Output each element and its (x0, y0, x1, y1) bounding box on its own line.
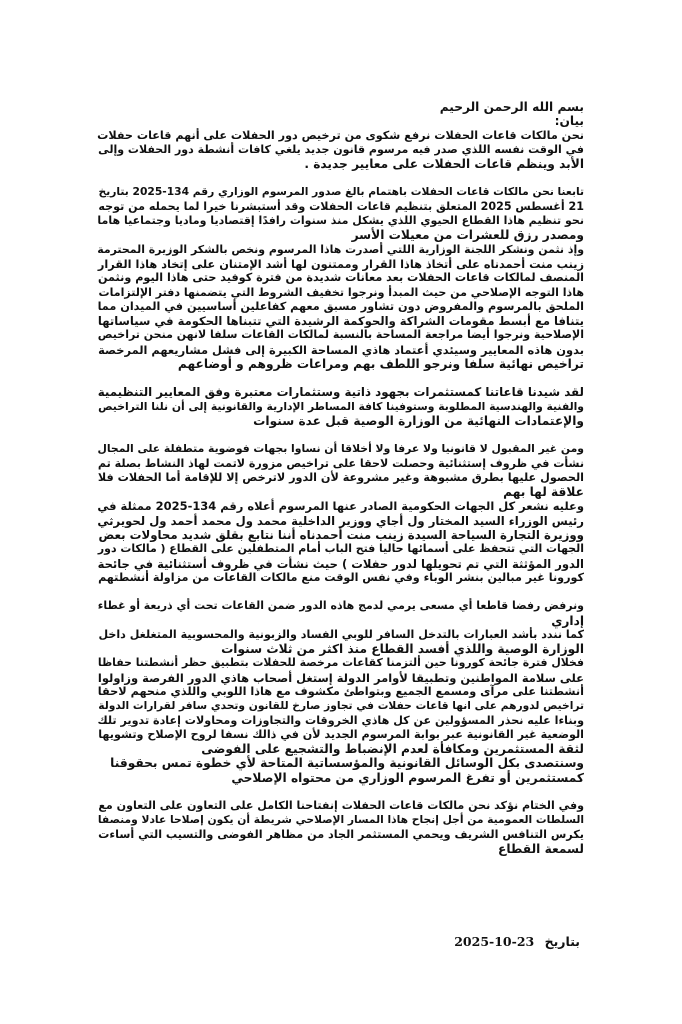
text-line: الأبد وينظم قاعات الحفلات على معايير جديدة . (304, 157, 584, 172)
paragraph-decree (98, 185, 584, 371)
text-line: يكرس التنافس الشريف ويحمي المستثمر الجاد من مظاهر الفوضى والتسيب التي أساءت (98, 827, 584, 841)
paragraph-investment (98, 385, 584, 428)
text-line: نشأت في ظروف إستثنائية وحصلت لاحقا على تراخيص مزورة لاتمت لهاذ النشاط بصلة تم (97, 456, 584, 470)
text-line: يتنافا مع أبسط مقومات الشراكة والحوكمة الرشيدة التي تتبناها الحكومة في سياساتها (97, 314, 584, 329)
text-line: فخلال فترة جائحة كورونا حين ألتزمنا كقاعات مرخصة للحفلات بتطبيق حظر أنشطتنا حفاظا (97, 656, 584, 670)
text-line: لسمعة القطاع (498, 841, 584, 856)
text-line: وبناءا عليه نحذر المسؤولين عن كل هاذي الخروقات والتجاوزات ومحاولات إعادة تدوير تلك (97, 713, 584, 727)
document-date (454, 934, 580, 949)
text-line: وإذ نثمن ونشكر اللجنة الوزارية اللتي أصدرت هاذا المرسوم ونخص بالشكر الوزيرة المحترمة (97, 242, 584, 256)
text-line: إداري (551, 613, 584, 628)
text-line: الحصول عليها بطرق مشبوهة وغير مشروعة لأن الدور لاترخص إلا للإقامة أما الحفلات فلا (97, 470, 584, 484)
text-line: لثقة المستثمرين ومكافأة لعدم الإنضباط والتشجيع على الفوضى (201, 742, 584, 757)
text-line: أنشطتنا على مرآى ومسمع الجميع وبتواطئ مكشوف مع هاذا اللوبي واللذي منحهم لاحقا (97, 684, 584, 698)
text-line: ومصدر رزق للعشرات من معيلات الأسر (351, 228, 584, 243)
text-line: الدور المؤثثة التي تم تحويلها لدور حفلات ) حيث نشأت في ظروف أستثنائية في جائحة (97, 556, 584, 571)
text-line: تراخيص نهائية سلفا ونرجو اللطف بهم ومراعات ظروهم و أوضاعهم (177, 357, 584, 372)
text-line: ومن غير المقبول لا قانونيا ولا عرفا ولا أخلاقا أن نساوا بجهات فوضوية متطفلة على المجال (97, 442, 584, 456)
text-line: والفنية والهندسية المطلوبة وستوفينا كافة المساطر الإدارية والقانونية إلى أن نلنا التراخيص (98, 399, 584, 413)
text-line: تابعنا نحن مالكات قاعات الحفلات باهتمام بالغ صدور المرسوم الوزاري رقم 134-2025 بتاريخ (98, 185, 584, 199)
paragraph-objection (98, 442, 584, 585)
text-line: ووزيرة التجارة السياحة السيدة زينب منت أحمدناه أننا نتابع بقلق شديد محاولات بعض (98, 528, 584, 543)
text-line: رئيس الوزراء السيد المختار ول أجاي ووزير الداخلية محمد ول محمد أحمد ول لحويرثي (97, 513, 584, 528)
text-line: الجهات التي تتحفظ على أسمائها حاليا فتح الباب أمام المتطفلين على القطاع ( مالكات دور (97, 542, 584, 556)
basmala-heading: بسم الله الرحمن الرحيم (439, 100, 584, 114)
text-line: لقد شيدنا قاعاتنا كمستثمرات بجهود ذاتية وستثمارات معتبرة وفق المعايير التنظيمية (97, 385, 584, 400)
statement-document (98, 100, 584, 856)
text-line: والإعتمادات النهائية من الوزارة الوصية قبل عدة سنوات (253, 413, 584, 428)
date-label: بتاريخ (544, 934, 580, 949)
paragraph-rejection (98, 599, 584, 785)
text-line: وعليه نشعر كل الجهات الحكومية الصادر عنها المرسوم أعلاه رقم 134-2025 ممثلة في (97, 499, 584, 514)
text-line: الوزارة الوصية واللذي أفسد القطاع منذ اكثر من ثلاث سنوات (221, 642, 584, 657)
text-line: هاذا التوجه الإصلاحي من حيث المبدأ ونرجوا تخفيف الشروط التي يتضمنها دفتر الإلتزامات (98, 285, 584, 299)
text-line: كمستثمرين أو تفرغ المرسوم الوزاري من محتواه الإصلاحي (231, 770, 584, 785)
text-line: على سلامة المواطنين وتطبيقا لأوامر الدولة إستغل أصحاب هاذي الدور الفرصة وزاولوا (97, 670, 584, 685)
text-line: نحن مالكات قاعات الحفلات نرفع شكوى من ترخيص دور الحفلات على أنهم قاعات حفلات (97, 128, 584, 142)
paragraph-intro (98, 129, 584, 172)
text-line: الإصلاحية ونرجوا أيضا مراجعة المساحة بالنسبة لمالكات القاعات سلفا لانهن منحن تراخيص (97, 328, 584, 342)
paragraph-conclusion (98, 799, 584, 856)
text-line: علاقة لها بهم (503, 485, 584, 500)
text-line: كورونا غير مبالين بنشر الوباء وفي نفس الوقت منع مالكات القاعات من مزاولة أنشطتهم (98, 570, 584, 584)
text-line: وسنتصدى بكل الوسائل القانونية والمؤسساتية المتاحة لأي خطوة تمس بحقوقنا (110, 756, 584, 771)
text-line: السلطات العمومية من أجل إنجاح هاذا المسار الإصلاحي شريطة أن يكون إصلاحا عادلا ومنصفا (97, 813, 584, 827)
text-line: كما نندد بأشد العبارات بالتدخل السافر للوبي الفساد والزبونية والمحسوبية المتغلغل داخل (98, 627, 584, 641)
statement-label: بيان: (554, 114, 584, 129)
text-line: نحو تنظيم هاذا القطاع الحيوي اللذي يشكل منذ سنوات رافدًا إقتصاديا وماديا وجتماعيا هاما (97, 214, 584, 228)
text-line: الوضعية غير القانونية عبر بوابة المرسوم الجديد لأن في ذالك نسفا لروح الإصلاح وتشويها (98, 727, 584, 741)
text-line: المنصف لمالكات قاعات الحفلات بعد معانات شديدة من فترة كوفيد حتى هاذا اليوم ونثمن (97, 271, 584, 285)
text-line: ونرفض رفضا قاطعا أي مسعى يرمي لدمج هاذه الدور ضمن القاعات تحت أي ذريعة أو غطاء (97, 599, 584, 613)
text-line: وفي الختام نؤكد نحن مالكات قاعات الحفلات إنفتاحنا الكامل على التعاون على التعاون مع (98, 799, 584, 813)
date-value: 23-10-2025 (454, 934, 535, 949)
text-line: زينب منت أحمدناه على أتخاذ هاذا القرار وممتنون لها أشد الإمتنان على إتخاد هاذا القرار (97, 256, 584, 271)
text-line: تراخيص لدورهم على انها قاعات حفلات في تجاوز صارخ للقانون وتحدي سافر لقرارات الدولة (98, 699, 584, 713)
text-line: بدون هاذه المعايير وسيئدي أعتماد هاذي المساحة الكبيرة إلى فشل مشاريعهم المرخصة (98, 342, 584, 357)
text-line: 21 أغسطس 2025 المتعلق بتنظيم قاعات الحفلات وقد أستبشرنا خيرا لما يحمله من توجه (98, 199, 584, 213)
text-line: في الوقت نفسه اللذي صدر فيه مرسوم قانون جديد يلغي كافات أنشطة دور الحفلات وإلى (98, 142, 584, 156)
text-line: الملحق بالمرسوم والمفروض دون تشاور مسبق معهم كفاعلين أساسيين في الميدان مما (97, 299, 584, 313)
